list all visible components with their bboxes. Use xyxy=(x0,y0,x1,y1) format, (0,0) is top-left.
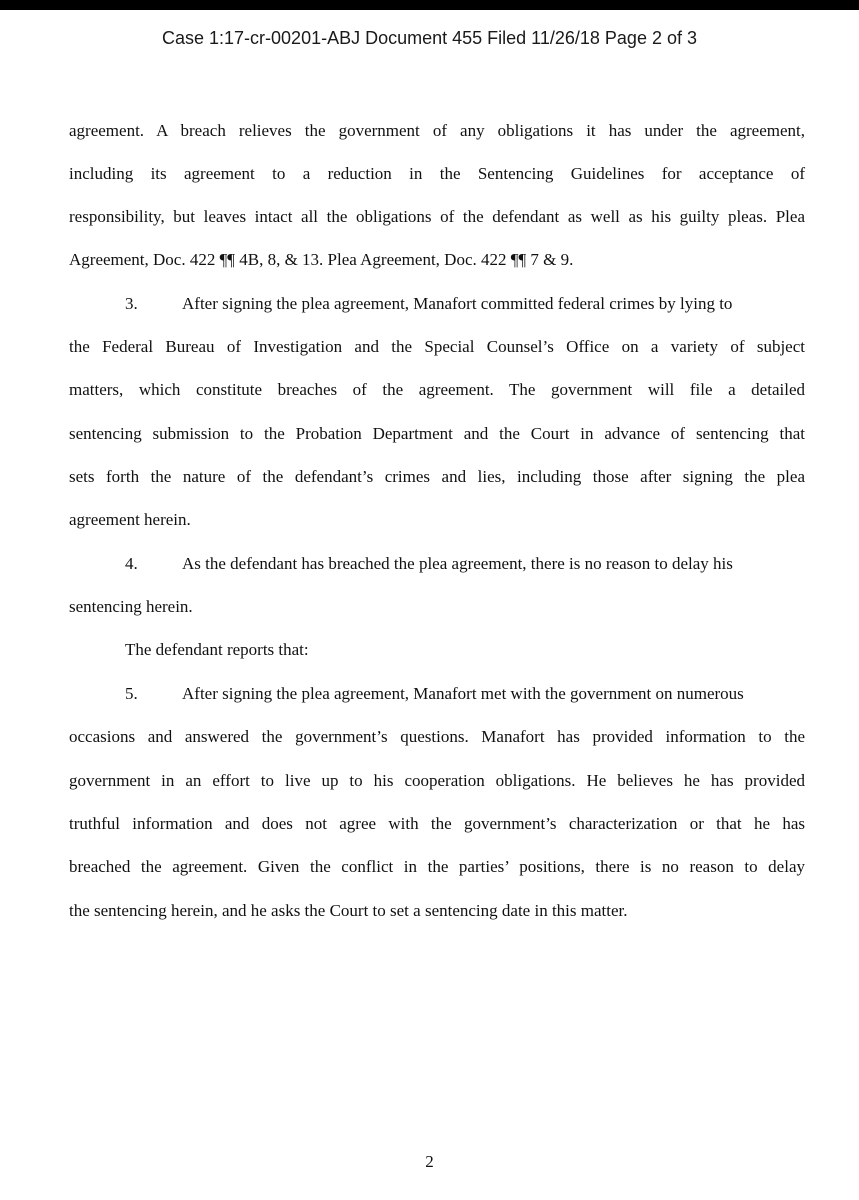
text-line: agreement herein. xyxy=(69,510,191,529)
text-line: After signing the plea agreement, Manafort committed federal crimes by lying to xyxy=(182,294,733,313)
text-line: occasions and answered the government’s questions. Manafort has provided information to the xyxy=(69,727,805,746)
text-line: the sentencing herein, and he asks the Court to set a sentencing date in this matter. xyxy=(69,901,628,920)
paragraph-number: 4. xyxy=(125,554,138,573)
text-line: the Federal Bureau of Investigation and the Special Counsel’s Office on a variety of subject xyxy=(69,337,805,356)
text-line: breached the agreement. Given the conflict in the parties’ positions, there is no reason to delay xyxy=(69,857,805,876)
text-line: After signing the plea agreement, Manafort met with the government on numerous xyxy=(182,684,744,703)
paragraph-number: 5. xyxy=(125,684,138,703)
text-line: Agreement, Doc. 422 ¶¶ 4B, 8, & 13. Plea Agreement, Doc. 422 ¶¶ 7 & 9. xyxy=(69,250,574,269)
paragraph-4-first-line xyxy=(125,552,805,576)
top-black-bar xyxy=(0,0,859,10)
text-line: responsibility, but leaves intact all the obligations of the defendant as well as his guilty pleas. Plea xyxy=(69,207,805,226)
text-line: sentencing submission to the Probation Department and the Court in advance of sentencing that xyxy=(69,424,805,443)
paragraph-3-first-line xyxy=(125,292,805,316)
text-line: As the defendant has breached the plea agreement, there is no reason to delay his xyxy=(182,554,733,573)
text-line: government in an effort to live up to his cooperation obligations. He believes he has provided xyxy=(69,771,805,790)
text-line: truthful information and does not agree with the government’s characterization or that he has xyxy=(69,814,805,833)
text-line: sets forth the nature of the defendant’s crimes and lies, including those after signing the plea xyxy=(69,467,805,486)
paragraph-number: 3. xyxy=(125,294,138,313)
text-line: matters, which constitute breaches of the agreement. The government will file a detailed xyxy=(69,380,805,399)
case-header: Case 1:17-cr-00201-ABJ Document 455 Filed 11/26/18 Page 2 of 3 xyxy=(162,28,697,48)
text-line: agreement. A breach relieves the government of any obligations it has under the agreement, xyxy=(69,121,805,140)
text-line: including its agreement to a reduction in the Sentencing Guidelines for acceptance of xyxy=(69,164,805,183)
defendant-reports-intro: The defendant reports that: xyxy=(125,640,309,659)
paragraph-5-first-line xyxy=(125,682,805,706)
text-line: sentencing herein. xyxy=(69,597,193,616)
page-number: 2 xyxy=(425,1152,434,1171)
